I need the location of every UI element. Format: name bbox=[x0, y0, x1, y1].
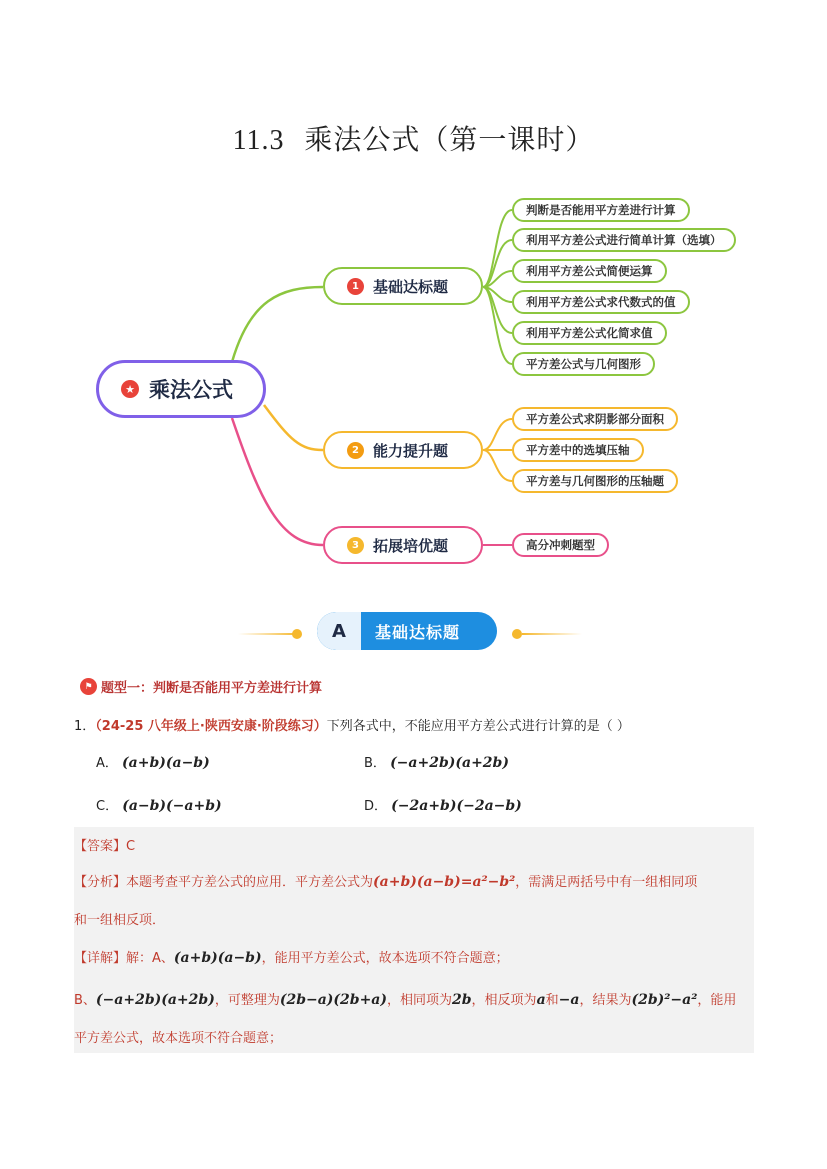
number-badge-2: 2 bbox=[347, 442, 364, 459]
analysis-line-2: 和一组相反项． bbox=[74, 913, 166, 928]
option-a-expr: (a+b)(a−b) bbox=[122, 755, 210, 771]
section-banner bbox=[317, 612, 497, 650]
banner-left-dot bbox=[292, 629, 302, 639]
lesson-number: 11.3 bbox=[232, 125, 285, 156]
detail-tag: 【详解】 bbox=[74, 951, 127, 966]
question-type-label: 题型一：判断是否能用平方差进行计算 bbox=[101, 681, 323, 696]
mindmap-leaf: 利用平方差公式进行简单计算（选填） bbox=[512, 228, 736, 252]
mindmap-leaf: 平方差公式求阴影部分面积 bbox=[512, 407, 678, 431]
banner-left-line bbox=[238, 633, 298, 635]
question-stem bbox=[74, 715, 630, 734]
mindmap-branch-basic bbox=[323, 267, 483, 305]
section-letter: A bbox=[317, 612, 361, 650]
question-source: （24-25 八年级上·陕西安康·阶段练习） bbox=[95, 719, 327, 734]
mindmap-leaf: 利用平方差公式简便运算 bbox=[512, 259, 667, 283]
branch-label: 基础达标题 bbox=[373, 277, 449, 296]
answer-line bbox=[74, 835, 135, 854]
mindmap-branch-extension bbox=[323, 526, 483, 564]
answer-tag: 【答案】 bbox=[74, 839, 127, 854]
number-badge-3: 3 bbox=[347, 537, 364, 554]
question-type-heading bbox=[80, 677, 322, 696]
analysis-line-1: 【分析】本题考查平方差公式的应用．平方差公式为(a+b)(a−b)=a²−b²，需满足两括号中有一组相同项 bbox=[74, 874, 698, 890]
detail-line-3: 平方差公式，故本选项不符合题意； bbox=[74, 1031, 283, 1046]
mindmap-leaf: 平方差与几何图形的压轴题 bbox=[512, 469, 678, 493]
mindmap-leaf: 高分冲刺题型 bbox=[512, 533, 609, 557]
option-b: B． (−a+2b)(a+2b) bbox=[364, 755, 509, 771]
mindmap-leaf: 利用平方差公式求代数式的值 bbox=[512, 290, 690, 314]
banner-right-dot bbox=[512, 629, 522, 639]
option-c-expr: (a−b)(−a+b) bbox=[122, 798, 222, 814]
detail-line-1: 【详解】解：A、(a+b)(a−b)，能用平方差公式，故本选项不符合题意； bbox=[74, 950, 509, 966]
option-c: C． (a−b)(−a+b) bbox=[96, 798, 222, 814]
star-icon: ★ bbox=[121, 380, 139, 398]
detail-line-2: B、(−a+2b)(a+2b)，可整理为(2b−a)(2b+a)，相同项为2b，相反项为a和−a，结果为(2b)²−a²，能用 bbox=[74, 992, 737, 1008]
answer-panel bbox=[74, 827, 754, 1053]
answer-value: C bbox=[126, 839, 136, 854]
number-badge-1: 1 bbox=[347, 278, 364, 295]
question-text: 下列各式中，不能应用平方差公式进行计算的是（ ） bbox=[326, 719, 630, 734]
option-b-expr: (−a+2b)(a+2b) bbox=[390, 755, 509, 771]
mindmap-leaf: 平方差公式与几何图形 bbox=[512, 352, 655, 376]
section-label: 基础达标题 bbox=[375, 622, 461, 642]
banner-right-line bbox=[522, 633, 582, 635]
mindmap-root bbox=[96, 360, 266, 418]
mindmap-leaf: 平方差中的选填压轴 bbox=[512, 438, 644, 462]
analysis-tag: 【分析】 bbox=[74, 875, 127, 890]
option-d: D． (−2a+b)(−2a−b) bbox=[364, 798, 522, 814]
mindmap-leaf: 判断是否能用平方差进行计算 bbox=[512, 198, 690, 222]
mindmap-branch-advanced bbox=[323, 431, 483, 469]
mindmap-root-label: 乘法公式 bbox=[149, 378, 233, 402]
lesson-title: 乘法公式（第一课时） bbox=[304, 123, 595, 156]
option-a: A． (a+b)(a−b) bbox=[96, 755, 210, 771]
flag-icon: ⚑ bbox=[80, 678, 97, 695]
formula: (a+b)(a−b)=a²−b² bbox=[373, 874, 516, 890]
option-d-expr: (−2a+b)(−2a−b) bbox=[391, 798, 522, 814]
question-number: 1． bbox=[74, 719, 96, 734]
mindmap-leaf: 利用平方差公式化简求值 bbox=[512, 321, 667, 345]
branch-label: 拓展培优题 bbox=[373, 536, 449, 555]
branch-label: 能力提升题 bbox=[373, 441, 449, 460]
